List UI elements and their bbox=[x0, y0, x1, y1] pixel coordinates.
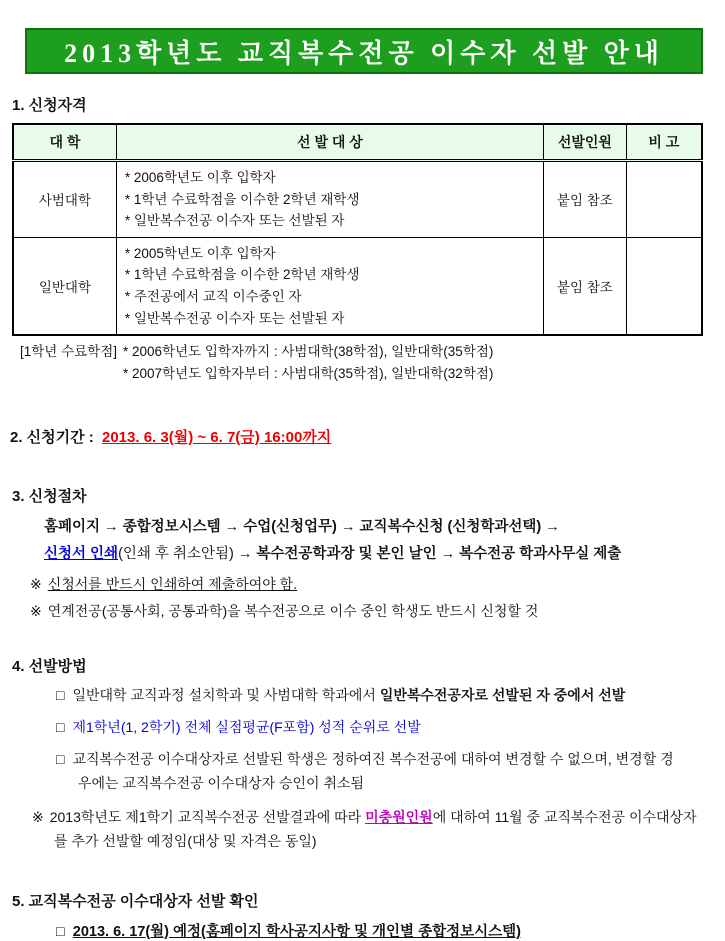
procedure-flow-line2-rest: → 복수전공학과장 및 본인 날인 → 복수전공 학과사무실 제출 bbox=[233, 545, 622, 562]
table-row bbox=[13, 161, 702, 238]
section3-heading: 3. 신청절차 bbox=[12, 487, 87, 505]
college-cell: 사범대학 bbox=[13, 161, 116, 238]
square-bullet-icon: □ bbox=[56, 750, 65, 767]
additional-note-post: 에 대하여 11월 중 교직복수전공 이수대상자를 추가 선발할 예정임(대상 및 자격은 동일) bbox=[54, 808, 697, 849]
reference-mark-icon: ※ bbox=[32, 808, 44, 825]
procedure-note-1 bbox=[30, 574, 705, 594]
reference-mark-icon: ※ bbox=[30, 576, 42, 593]
document-title-banner bbox=[25, 28, 703, 74]
section4-heading: 4. 선발방법 bbox=[12, 658, 87, 676]
criteria-cell bbox=[116, 161, 543, 238]
procedure-note-1-text: 신청서를 반드시 인쇄하여 제출하여야 함. bbox=[47, 576, 298, 593]
remark-cell bbox=[626, 161, 702, 238]
footnote-line: * 2007학년도 입학자부터 : 사범대학(35학점), 일반대학(32학점) bbox=[123, 366, 494, 382]
selection-bullet-3-text: 교직복수전공 이수대상자로 선발된 학생은 정하여진 복수전공에 대하여 변경할 수 없으며, 변경할 경우에는 교직복수전공 이수대상자 승인이 취소됨 bbox=[72, 750, 674, 791]
criteria-line: * 2005학년도 이후 입학자 bbox=[124, 245, 276, 261]
table-footnote bbox=[20, 341, 705, 386]
criteria-line: * 1학년 수료학점을 이수한 2학년 재학생 bbox=[124, 191, 360, 207]
table-row bbox=[13, 237, 702, 335]
selection-bullet-1 bbox=[56, 684, 686, 708]
criteria-line: * 2006학년도 이후 입학자 bbox=[124, 170, 276, 185]
selection-bullet-1-bold: 일반복수전공자로 선발된 자 중에서 선발 bbox=[379, 687, 626, 704]
confirmation-date-bullet bbox=[56, 920, 705, 941]
section5-heading: 5. 교직복수전공 이수대상자 선발 확인 bbox=[12, 892, 259, 910]
criteria-line: * 주전공에서 교직 이수중인 자 bbox=[124, 288, 302, 304]
application-period-value: 2013. 6. 3(월) ~ 6. 7(금) 16:00까지 bbox=[101, 428, 332, 446]
section2-application-period bbox=[10, 426, 705, 447]
col-header-remark: 비 고 bbox=[626, 124, 702, 161]
col-header-college: 대 학 bbox=[13, 124, 116, 161]
section3-procedure bbox=[10, 485, 705, 622]
criteria-line: * 일반복수전공 이수자 또는 선발된 자 bbox=[124, 213, 345, 229]
college-cell: 일반대학 bbox=[13, 237, 116, 335]
criteria-cell bbox=[116, 237, 543, 335]
remark-cell bbox=[626, 237, 702, 335]
table-header-row bbox=[13, 124, 702, 161]
eligibility-table bbox=[12, 123, 703, 336]
criteria-line: * 일반복수전공 이수자 또는 선발된 자 bbox=[124, 310, 345, 326]
additional-note-pre: 2013학년도 제1학기 교직복수전공 선발결과에 따라 bbox=[49, 808, 366, 825]
unfilled-quota-highlight: 미충원인원 bbox=[365, 808, 433, 825]
footnote-lines bbox=[123, 341, 493, 386]
square-bullet-icon: □ bbox=[56, 923, 65, 940]
procedure-flow-line1: 홈페이지 → 종합정보시스템 → 수업(신청업무) → 교직복수신청 (신청학과선택) → bbox=[44, 518, 560, 535]
quota-cell: 붙임 참조 bbox=[544, 237, 627, 335]
footnote-label: [1학년 수료학점] bbox=[20, 344, 118, 360]
col-header-criteria: 선 발 대 상 bbox=[116, 124, 543, 161]
footnote-line: * 2006학년도 입학자까지 : 사범대학(38학점), 일반대학(35학점) bbox=[123, 344, 494, 360]
additional-selection-note bbox=[32, 805, 704, 854]
print-application-link-text: 신청서 인쇄 bbox=[44, 545, 119, 562]
reference-mark-icon: ※ bbox=[30, 603, 42, 620]
selection-bullet-1-text: 일반대학 교직과정 설치학과 및 사범대학 학과에서 bbox=[72, 687, 380, 704]
procedure-flow-line2 bbox=[44, 541, 705, 568]
selection-bullet-2-text: 제1학년(1, 2학기) 전체 실점평균(F포함) 성적 순위로 선발 bbox=[72, 719, 421, 736]
print-note-paren: (인쇄 후 취소안됨) bbox=[118, 545, 234, 562]
section1-heading: 1. 신청자격 bbox=[12, 97, 87, 114]
col-header-quota: 선발인원 bbox=[544, 124, 627, 161]
square-bullet-icon: □ bbox=[56, 687, 65, 704]
procedure-note-2 bbox=[30, 601, 705, 621]
criteria-line: * 1학년 수료학점을 이수한 2학년 재학생 bbox=[124, 267, 360, 283]
square-bullet-icon: □ bbox=[56, 719, 65, 736]
quota-cell: 붙임 참조 bbox=[544, 161, 627, 238]
confirmation-date-text: 2013. 6. 17(월) 예정(홈페이지 학사공지사항 및 개인별 종합정보시스템) bbox=[72, 923, 521, 940]
procedure-note-2-text: 연계전공(공통사회, 공통과학)을 복수전공으로 이수 중인 학생도 반드시 신청할 것 bbox=[47, 603, 539, 620]
selection-bullet-2 bbox=[56, 716, 686, 740]
section4-selection-method bbox=[10, 655, 705, 853]
section5-confirmation bbox=[10, 890, 705, 941]
section2-heading: 2. 신청기간 : bbox=[10, 428, 94, 446]
document-title: 2013학년도 교직복수전공 이수자 선발 안내 bbox=[64, 38, 664, 68]
selection-bullet-3 bbox=[56, 748, 686, 796]
procedure-flow bbox=[44, 514, 705, 568]
